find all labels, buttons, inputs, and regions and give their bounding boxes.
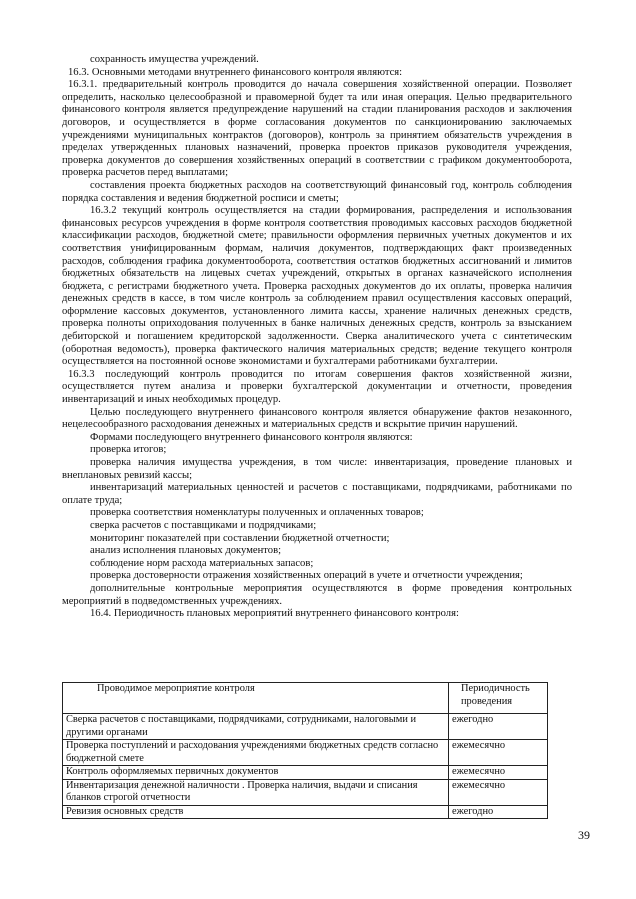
table-header-row <box>63 683 548 714</box>
paragraph: сверка расчетов с поставщиками и подрядчиками; <box>90 519 317 531</box>
paragraph: дополнительные контрольные мероприятия осуществляются в форме проведения контрольных мероприятий в подведомственных учреждениях. <box>62 582 572 607</box>
document-body <box>62 54 572 621</box>
table-cell-frequency: ежемесячно <box>449 740 548 766</box>
table-cell-activity: Проверка поступлений и расходования учреждениями бюджетных средств согласно бюджетной смете <box>63 740 449 766</box>
paragraph: соблюдение норм расхода материальных запасов; <box>90 557 314 569</box>
table-row <box>63 805 548 819</box>
table-row <box>63 714 548 740</box>
column-header-frequency: Периодичность проведения <box>449 683 548 714</box>
control-schedule-table <box>62 682 548 819</box>
paragraph: анализ исполнения плановых документов; <box>90 545 282 557</box>
table-row <box>63 779 548 805</box>
paragraph: Формами последующего внутреннего финансового контроля являются: <box>90 431 413 443</box>
table-cell-frequency: ежегодно <box>449 714 548 740</box>
table-row <box>63 766 548 780</box>
paragraph: Целью последующего внутреннего финансового контроля является обнаружение фактов незаконного, нецелесообразного расходования денежных и материальных средств и вскрытие причин нарушений. <box>62 406 572 431</box>
paragraph: 16.3.1. предварительный контроль проводится до начала совершения хозяйственной операции. Позволяет определить, насколько целесообразной и правомерной будет та или иная операция. Целью предварительного финансового контроля является предупреждение нарушений на стадии планирования расходов и заключения договоров, и осуществляется в форме согласования документов по санкционированию заключаемых учреждениями муниципальных контрактов (договоров), контроль за принятием обязательств учреждения в пределах утвержденных плановых назначений, проверка проектов приказов руководителя учреждения, проверка документов до совершения хозяйственных операций в соответствии с графиком документооборота, проверка расчетов перед выплатами; <box>62 79 572 179</box>
table-cell-activity: Сверка расчетов с поставщиками, подрядчиками, сотрудниками, налоговыми и другими органами <box>63 714 449 740</box>
table-cell-frequency: ежемесячно <box>449 779 548 805</box>
paragraph: мониторинг показателей при составлении бюджетной отчетности; <box>90 532 390 544</box>
page-number: 39 <box>578 828 590 842</box>
paragraph: сохранность имущества учреждений. <box>90 54 259 65</box>
paragraph: 16.3. Основными методами внутреннего финансового контроля являются: <box>68 66 403 78</box>
column-header-activity: Проводимое мероприятие контроля <box>63 683 449 714</box>
table-row <box>63 740 548 766</box>
table-cell-frequency: ежемесячно <box>449 766 548 780</box>
paragraph: 16.3.3 последующий контроль проводится по итогам совершения фактов хозяйственной жизни, осуществляется путем анализа и проверки бухгалтерской документации и отчетности, проведения инвентаризаций и иных необходимых процедур. <box>62 368 572 406</box>
table-cell-activity: Контроль оформляемых первичных документов <box>63 766 449 780</box>
paragraph: составления проекта бюджетных расходов на соответствующий финансовый год, контроль соблюдения порядка составления и ведения бюджетной росписи и сметы; <box>62 179 572 204</box>
table-cell-activity: Ревизия основных средств <box>63 805 449 819</box>
paragraph: проверка наличия имущества учреждения, в том числе: инвентаризация, проведение плановых и внеплановых ревизий кассы; <box>62 457 572 481</box>
paragraph: инвентаризаций материальных ценностей и расчетов с поставщиками, подрядчиками, работниками по оплате труда; <box>62 482 572 506</box>
table-cell-activity: Инвентаризация денежной наличности . Проверка наличия, выдачи и списания бланков строгой отчетности <box>63 779 449 805</box>
paragraph: проверка итогов; <box>90 444 167 456</box>
paragraph: 16.3.2 текущий контроль осуществляется на стадии формирования, распределения и использования финансовых ресурсов учреждения в форме контроля соответствия проводимых кассовых расходов бюджетной классификации расходов, бюджетной смете; правильности оформления первичных учетных документов и их соответствия унифицированным формам, наличия документов, подтверждающих факт произведенных расходов, соблюдения графика документооборота, соответствия остатков бюджетных ассигнований и лимитов бюджетных обязательств на лицевых счетах учреждений, открытых в органах казначейского исполнения бюджета, с регистрами бюджетного учета. Проверка расходных документов до их оплаты, проверка наличия денежных средств в кассе, в том числе контроль за соблюдением правил осуществления кассовых операций, оформление кассовых документов, установленного лимита кассы, хранение наличных денежных средств, проверка полноты оприходования полученных в банке наличных денежных средств, контроль за взысканием дебиторской и погашением кредиторской задолженности. Сверка аналитического учета с синтетическим (оборотная ведомость), проверка фактического наличия материальных средств; ведение текущего контроля осуществляется на постоянной основе экономистами и бухгалтерами работниками бухгалтерии. <box>62 205 572 368</box>
paragraph: 16.4. Периодичность плановых мероприятий внутреннего финансового контроля: <box>90 608 459 620</box>
paragraph: проверка соответствия номенклатуры полученных и оплаченных товаров; <box>90 507 424 519</box>
table-cell-frequency: ежегодно <box>449 805 548 819</box>
paragraph: проверка достоверности отражения хозяйственных операций в учете и отчетности учреждения; <box>90 570 523 582</box>
